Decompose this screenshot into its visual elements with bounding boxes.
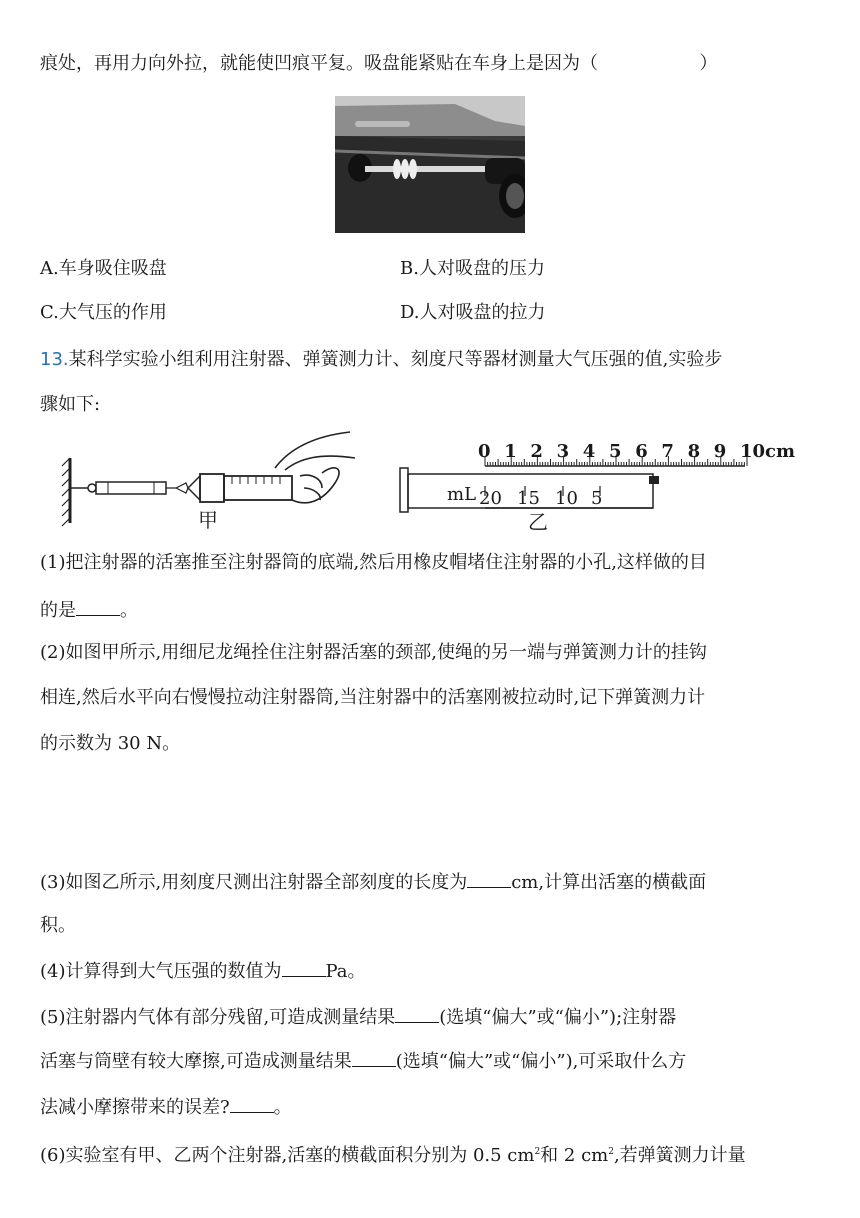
ruler-tick-label: 7 (661, 441, 674, 462)
q12-stem-line (40, 52, 717, 76)
step-5-text-a: (5)注射器内气体有部分残留,可造成测量结果 (40, 1007, 396, 1028)
superscript-2b: 2 (608, 1147, 614, 1157)
ruler-tick-label: 8 (687, 441, 701, 462)
answer-blank-1[interactable] (76, 597, 120, 616)
step-5-text-c-end: 。 (273, 1097, 292, 1118)
figure-yi (395, 436, 795, 536)
answer-blank-5c[interactable] (230, 1094, 274, 1113)
step-6-text: (6)实验室有甲、乙两个注射器,活塞的横截面积分别为 0.5 cm (40, 1145, 535, 1166)
question-number: 13. (40, 349, 69, 370)
q12-stem-paren-close: ） (699, 53, 718, 74)
figure-jia-label: 甲 (198, 508, 218, 532)
step-3-text-end: cm,计算出活塞的横截面 (511, 872, 707, 893)
step-4-text: (4)计算得到大气压强的数值为 (40, 961, 282, 982)
ruler-tick-label: 2 (530, 441, 543, 462)
step-1-text: 的是 (40, 600, 76, 621)
syringe-tick-label: 20 (479, 488, 502, 509)
syringe-tick-label: 15 (517, 488, 540, 509)
step-5-line2 (40, 1048, 686, 1074)
q13-intro-line2: 骤如下: (40, 394, 101, 415)
car-suction-cup-photo (335, 96, 525, 233)
step-6-text-end: ,若弹簧测力计量 (613, 1145, 746, 1166)
step-5-line1 (40, 1004, 676, 1030)
ruler-tick-label: 0 (478, 441, 491, 462)
superscript-2: 2 (534, 1147, 541, 1157)
step-6-text-mid: 和 2 cm (540, 1145, 609, 1166)
answer-blank-4[interactable] (282, 958, 326, 977)
answer-blank-5a[interactable] (395, 1004, 439, 1023)
answer-blank-3[interactable] (467, 869, 511, 888)
ruler-tick-label: 4 (582, 441, 596, 462)
step-4-line (40, 958, 366, 984)
q13-intro-line1 (40, 348, 722, 372)
q12-stem-text: 痕处，再用力向外拉，就能使凹痕平复。吸盘能紧贴在车身上是因为（ (40, 53, 598, 74)
step-2-line1: (2)如图甲所示,用细尼龙绳拴住注射器活塞的颈部,使绳的另一端与弹簧测力计的挂钩 (40, 642, 707, 663)
car-suction-cup-illustration (335, 96, 525, 233)
ruler-tick-label: 1 (504, 441, 517, 462)
figure-yi-label: 乙 (528, 510, 548, 534)
syringe-unit-label: mL (447, 484, 477, 505)
step-2-line2: 相连,然后水平向右慢慢拉动注射器筒,当注射器中的活塞刚被拉动时,记下弹簧测力计 (40, 687, 706, 708)
step-1-end: 。 (120, 600, 138, 621)
step-6-line (40, 1140, 746, 1168)
q13-intro-text: 某科学实验小组利用注射器、弹簧测力计、刻度尺等器材测量大气压强的值,实验步 (68, 349, 723, 370)
syringe-tick-label: 10 (555, 488, 578, 509)
step-4-unit: Pa。 (325, 961, 366, 982)
step-3-text: (3)如图乙所示,用刻度尺测出注射器全部刻度的长度为 (40, 872, 468, 893)
step-5-text-b: 活塞与筒壁有较大摩擦,可造成测量结果 (40, 1051, 352, 1072)
option-a: A.车身吸住吸盘 (40, 258, 167, 279)
option-d: D.人对吸盘的拉力 (400, 302, 546, 323)
step-3-line1 (40, 869, 706, 895)
step-1-line1: (1)把注射器的活塞推至注射器筒的底端,然后用橡皮帽堵住注射器的小孔,这样做的目 (40, 552, 707, 573)
ruler-tick-label: 6 (635, 441, 648, 462)
ruler-tick-label: 9 (713, 441, 727, 462)
syringe-tick-label: 5 (591, 488, 603, 509)
step-1-line2 (40, 597, 138, 623)
step-5-text-a-end: (选填“偏大”或“偏小”);注射器 (439, 1007, 677, 1028)
ruler-tick-label: 10cm (740, 441, 796, 462)
ruler-tick-label: 3 (556, 441, 570, 462)
step-3-line2: 积。 (40, 915, 76, 936)
answer-blank-5b[interactable] (352, 1048, 396, 1067)
step-5-text-b-end: (选填“偏大”或“偏小”),可采取什么方 (395, 1051, 687, 1072)
step-5-text-c: 法减小摩擦带来的误差? (40, 1097, 230, 1118)
option-b: B.人对吸盘的压力 (400, 258, 545, 279)
step-5-line3 (40, 1094, 292, 1120)
option-c: C.大气压的作用 (40, 302, 167, 323)
ruler-tick-label: 5 (609, 441, 622, 462)
step-2-line3: 的示数为 30 N。 (40, 733, 181, 754)
